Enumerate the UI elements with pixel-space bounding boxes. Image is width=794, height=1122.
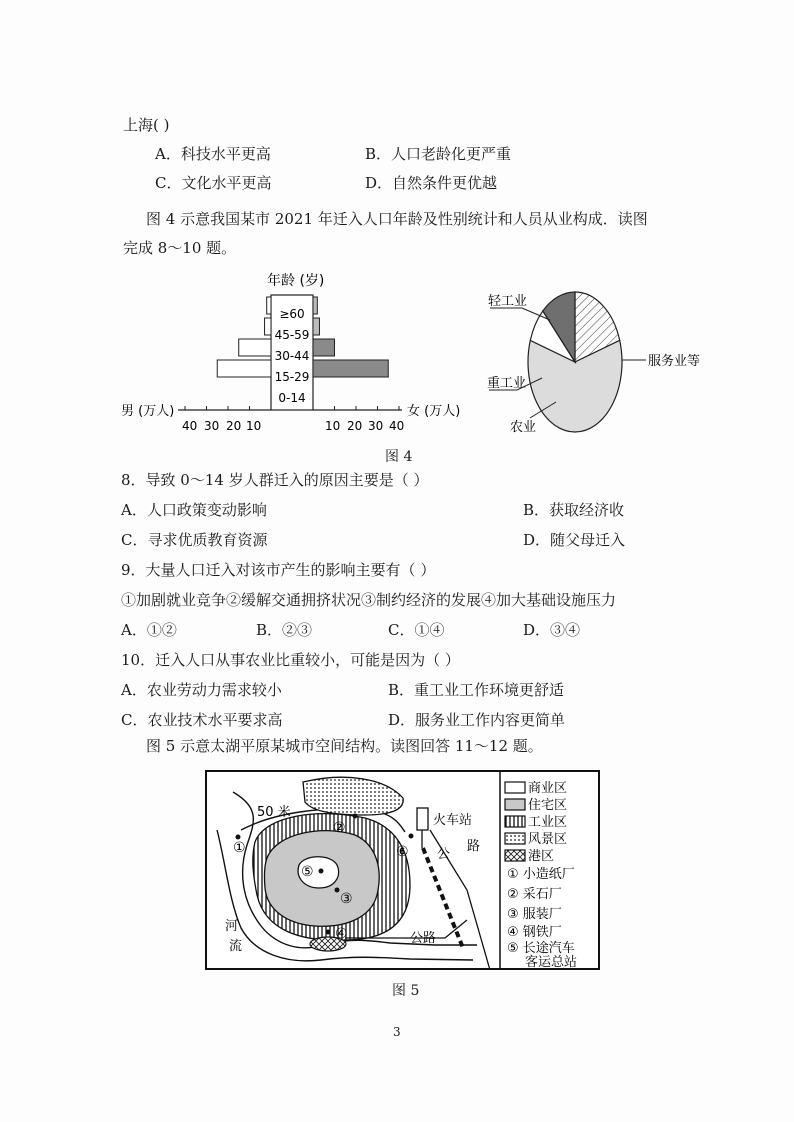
fig4-title: 图 4 — [385, 449, 413, 465]
female-tick-label: 20 — [347, 419, 363, 433]
male-tick-label: 20 — [226, 419, 242, 433]
q8-stem: 8．导致 0～14 岁人群迁入的原因主要是（ ） — [121, 471, 429, 489]
female-bar — [313, 360, 388, 377]
legend-label: 风景区 — [528, 832, 568, 847]
map-marker-1: ① — [233, 840, 246, 856]
female-bar — [313, 318, 319, 335]
pyramid-ylabel: 年龄 (岁) — [267, 273, 325, 289]
q10-stem: 10．迁入人口从事农业比重较小，可能是因为（ ） — [121, 651, 460, 669]
river-label: 流 — [229, 939, 243, 954]
road-label-vertical: 路 — [467, 839, 481, 854]
q7-option-d: D．自然条件更优越 — [365, 174, 498, 192]
q8-option-d: D．随父母迁入 — [523, 531, 626, 549]
map-legend — [505, 780, 577, 970]
legend-swatch-port — [505, 850, 525, 861]
female-axis-label: 女 (万人) — [407, 404, 461, 419]
legend-point: ④ 钢铁厂 — [507, 925, 562, 940]
q10-option-a: A．农业劳动力需求较小 — [121, 681, 282, 699]
q8-option-c: C．寻求优质教育资源 — [121, 531, 268, 549]
population-pyramid — [121, 272, 460, 433]
q10-option-c: C．农业技术水平要求高 — [121, 711, 283, 729]
map-marker-3: ③ — [340, 891, 353, 907]
legend-point: ⑤ 长途汽车 — [507, 941, 575, 956]
male-bar — [267, 297, 271, 314]
map-marker-2: ② — [333, 820, 346, 836]
legend-swatch-residential — [505, 799, 525, 810]
q7-option-b: B．人口老龄化更严重 — [365, 145, 512, 163]
legend-label: 港区 — [528, 849, 555, 864]
male-tick-label: 40 — [182, 419, 198, 433]
age-group-label: ≥60 — [279, 307, 305, 321]
male-bar — [239, 339, 271, 356]
age-group-label: 45-59 — [274, 328, 310, 342]
legend-point: ③ 服装厂 — [507, 907, 562, 922]
train-station-icon — [417, 808, 428, 830]
male-tick-label: 30 — [204, 419, 220, 433]
age-group-label: 30-44 — [274, 349, 310, 363]
q9-items: ①加剧就业竞争②缓解交通拥挤状况③制约经济的发展④加大基础设施压力 — [121, 591, 617, 609]
q9-option-c: C．①④ — [388, 621, 445, 639]
legend-label: 住宅区 — [528, 798, 568, 813]
q7-option-c: C．文化水平更高 — [155, 174, 272, 192]
q8-option-b: B．获取经济收 — [523, 501, 625, 519]
employment-pie — [487, 292, 700, 435]
male-bars — [217, 297, 271, 377]
legend-label: 商业区 — [528, 781, 568, 796]
female-bar — [313, 339, 335, 356]
legend-label: 工业区 — [528, 815, 568, 830]
fig5-intro: 图 5 示意太湖平原某城市空间结构。读图回答 11～12 题。 — [146, 737, 543, 755]
map-marker-4: ④ — [335, 926, 348, 942]
contour-label: 50 米 — [257, 805, 291, 820]
male-bar — [265, 318, 271, 335]
fig5-title: 图 5 — [392, 983, 420, 999]
fig4-intro-line1: 图 4 示意我国某市 2021 年迁入人口年龄及性别统计和人员从业构成．读图 — [146, 210, 648, 228]
legend-swatch-commercial — [505, 782, 525, 793]
legend-point: ② 采石厂 — [507, 887, 562, 902]
age-group-label: 0-14 — [278, 391, 306, 405]
female-tick-label: 10 — [325, 419, 341, 433]
legend-point: 客运总站 — [525, 955, 578, 970]
legend-swatch-industrial — [505, 816, 525, 827]
male-axis-label: 男 (万人) — [121, 404, 175, 419]
legend-point: ① 小造纸厂 — [507, 867, 575, 882]
q9-option-d: D．③④ — [523, 621, 581, 639]
legend-swatch-scenic — [505, 833, 525, 844]
fig4-intro-line2: 完成 8～10 题。 — [123, 239, 237, 257]
river-label: 河 — [225, 919, 239, 934]
train-station-label: 火车站 — [433, 813, 473, 828]
age-group-label: 15-29 — [274, 370, 310, 384]
pie-label-agriculture: 农业 — [510, 420, 537, 435]
road-label-vertical: 公 — [437, 847, 451, 862]
female-tick-label: 40 — [389, 419, 405, 433]
figure-4 — [110, 265, 710, 440]
q9-option-a: A．①② — [121, 621, 177, 639]
pie-label-heavy-industry: 重工业 — [487, 376, 527, 391]
q7-option-a: A．科技水平更高 — [155, 145, 271, 163]
male-tick-label: 10 — [246, 419, 262, 433]
male-bar — [217, 360, 271, 377]
q10-option-b: B．重工业工作环境更舒适 — [388, 681, 565, 699]
pie-label-light-industry: 轻工业 — [488, 294, 528, 309]
figure-5-city-map — [205, 770, 600, 970]
female-bar — [313, 297, 317, 314]
q7-stem-tail: 上海( ) — [123, 116, 170, 134]
page-number: 3 — [393, 1025, 401, 1039]
pie-label-services: 服务业等 — [648, 354, 701, 369]
road-label-bottom: 公路 — [410, 931, 437, 946]
female-bars — [313, 297, 388, 377]
q9-stem: 9．大量人口迁入对该市产生的影响主要有（ ） — [121, 561, 436, 579]
q9-option-b: B．②③ — [256, 621, 313, 639]
map-marker-5: ⑤ — [301, 864, 314, 880]
map-marker-6: ⑥ — [396, 844, 409, 860]
female-tick-label: 30 — [368, 419, 384, 433]
q10-option-d: D．服务业工作内容更简单 — [388, 711, 566, 729]
q8-option-a: A．人口政策变动影响 — [121, 501, 267, 519]
